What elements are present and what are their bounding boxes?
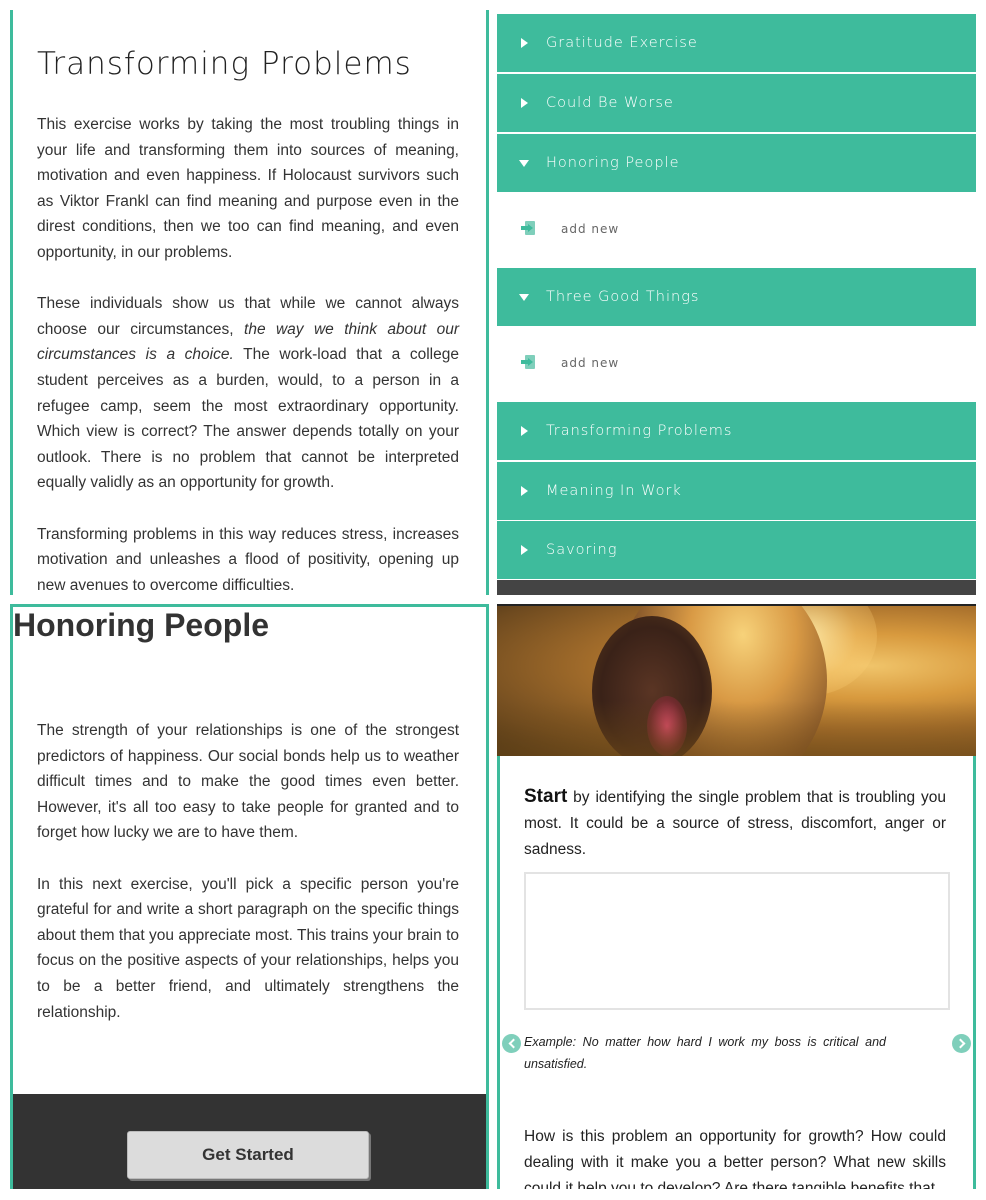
add-entry-icon: [521, 221, 561, 237]
menu-item-label: Could Be Worse: [546, 95, 674, 111]
prompt-body: by identifying the single problem that is troubling you most. It could be a source of stress, discomfort, anger or sadness.: [524, 789, 946, 858]
add-entry-icon: [521, 355, 561, 371]
paragraph-2-start: These individuals show us that while we cannot always choose our circumstances,: [37, 295, 459, 338]
paragraph-1: This exercise works by taking the most troubling things in your life and transforming them into sources of meaning, motivation and even happiness. If Holocaust survivors such as Viktor Frankl can find meaning and purpose even in the direst conditions, then we too can find meaning, and even opportunity, in our problems.: [37, 116, 459, 261]
menu-item-gratitude-exercise[interactable]: [497, 14, 976, 72]
header-photo: [497, 606, 976, 756]
paragraph-2-italic: the way we think about our circumstances is a choice.: [37, 320, 459, 364]
menu-item-label: Three Good Things: [546, 289, 700, 305]
paragraph-2: [37, 291, 459, 496]
menu-footer-strip: [497, 580, 976, 595]
caret-right-icon: [521, 98, 528, 108]
previous-button[interactable]: [502, 1034, 521, 1053]
page-title: Honoring People: [13, 607, 269, 643]
page-title: Transforming Problems: [37, 46, 412, 82]
menu-item-label: Meaning In Work: [546, 483, 682, 499]
example-text: Example: No matter how hard I work my boss is critical and unsatisfied.: [524, 1035, 886, 1071]
chevron-right-icon: [955, 1039, 965, 1049]
paragraph-2: In this next exercise, you'll pick a specific person you're grateful for and write a short paragraph on the specific things about them that you appreciate most. This trains your brain to focus on the positive aspects of your relationships, helps you to be a better friend, and ultimately strengthens the relationship.: [37, 875, 459, 1021]
add-new-three-good-things[interactable]: [497, 326, 976, 400]
honoring-people-panel: [10, 604, 489, 1200]
menu-item-honoring-people[interactable]: [497, 134, 976, 192]
menu-item-could-be-worse[interactable]: [497, 74, 976, 132]
chevron-left-icon: [508, 1039, 518, 1049]
transforming-problems-panel: [10, 10, 489, 595]
menu-item-label: Transforming Problems: [546, 423, 733, 439]
caret-right-icon: [521, 426, 528, 436]
paragraph-3: Transforming problems in this way reduces stress, increases motivation and unleashes a flood of positivity, opening up new avenues to overcome difficulties.: [37, 525, 459, 594]
menu-item-savoring[interactable]: [497, 521, 976, 579]
get-started-button[interactable]: Get Started: [127, 1131, 369, 1179]
caret-right-icon: [521, 38, 528, 48]
bottom-edge: [0, 1189, 986, 1200]
description: [37, 718, 459, 1051]
prompt-text: [524, 784, 946, 863]
menu-item-label: Gratitude Exercise: [546, 35, 698, 51]
paragraph-2-end: The work-load that a college student perceives as a burden, would, to a person in a refugee camp, seem the most extraordinary opportunity. Which view is correct? The answer depends totally on your outlook. There is no problem that cannot be interpreted equally validly as an opportunity for growth.: [37, 346, 459, 492]
caret-down-icon: [519, 160, 529, 167]
question-text: How is this problem an opportunity for growth? How could dealing with it make you a better person? What new skills: [524, 1128, 946, 1171]
caret-right-icon: [521, 545, 528, 555]
exercise-panel: [497, 604, 976, 1200]
menu-item-meaning-in-work[interactable]: [497, 462, 976, 520]
menu-item-label: Savoring: [546, 542, 618, 558]
footer-bar: [10, 1094, 489, 1200]
exercise-menu: [497, 14, 976, 595]
add-new-label: add new: [561, 222, 620, 236]
caret-right-icon: [521, 486, 528, 496]
description: [37, 112, 459, 595]
menu-item-label: Honoring People: [546, 155, 680, 171]
menu-item-transforming-problems[interactable]: [497, 402, 976, 460]
paragraph-1: The strength of your relationships is one of the strongest predictors of happiness. Our social bonds help us to weather difficult times and to make the good times even better. However, it's all too easy to take people for granted and to forget how lucky we are to have them.: [37, 722, 459, 842]
menu-item-three-good-things[interactable]: [497, 268, 976, 326]
add-new-label: add new: [561, 356, 620, 370]
caret-down-icon: [519, 294, 529, 301]
add-new-honoring-people[interactable]: [497, 192, 976, 266]
problem-answer-input[interactable]: [524, 872, 950, 1010]
prompt-bold: Start: [524, 786, 568, 807]
next-button[interactable]: [952, 1034, 971, 1053]
